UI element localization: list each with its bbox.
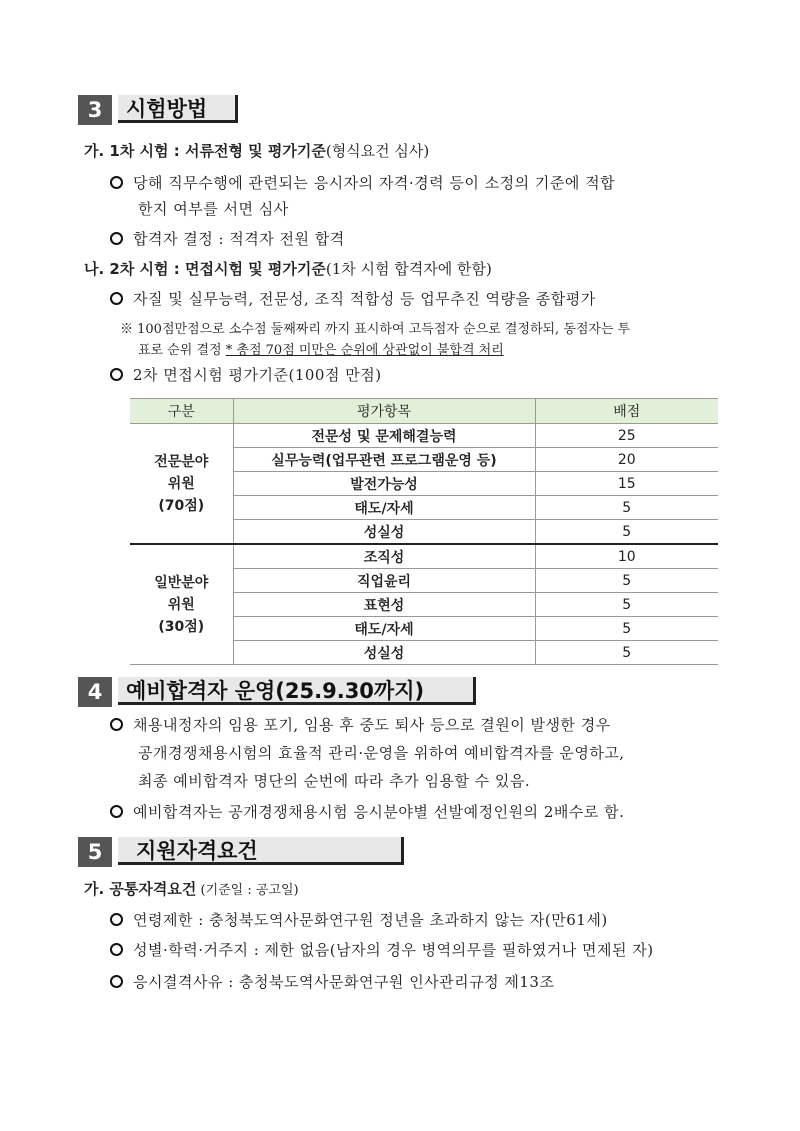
item-cell: 태도/자세 xyxy=(233,496,535,520)
score-cell: 5 xyxy=(535,569,718,593)
group-cell xyxy=(130,424,233,545)
header-item: 평가항목 xyxy=(233,399,535,424)
group-name: 일반분야 xyxy=(154,574,209,591)
group-name: 위원 xyxy=(167,475,195,492)
score-cell: 5 xyxy=(535,496,718,520)
circle-bullet-icon xyxy=(110,292,123,305)
bullet-item xyxy=(110,714,611,735)
circle-bullet-icon xyxy=(110,718,123,731)
bullet-item xyxy=(110,288,596,309)
circle-bullet-icon xyxy=(110,913,123,926)
section-title: 예비합격자 운영(25.9.30까지) xyxy=(118,677,476,705)
section-number: 4 xyxy=(78,677,112,707)
bullet-text: 예비합격자는 공개경쟁채용시험 응시분야별 선발예정인원의 2배수로 함. xyxy=(133,803,625,821)
group-name: 전문분야 xyxy=(154,453,209,470)
score-cell: 5 xyxy=(535,520,718,545)
bullet-text: 자질 및 실무능력, 전문성, 조직 적합성 등 업무추진 역량을 종합평가 xyxy=(133,290,596,308)
section-number: 5 xyxy=(78,837,112,867)
note-text: 표로 순위 결정 xyxy=(138,343,222,358)
note-line: ※ 100점만점으로 소수점 둘째짜리 까지 표시하여 고득점자 순으로 결정하되, 동점자는 투 xyxy=(120,322,631,337)
section-title: 시험방법 xyxy=(118,95,238,123)
score-cell: 5 xyxy=(535,617,718,641)
subsection-label: 나. 2차 시험 : 면접시험 및 평가기준 xyxy=(84,260,326,278)
circle-bullet-icon xyxy=(110,943,123,956)
bullet-item xyxy=(110,971,554,992)
item-cell: 조직성 xyxy=(233,544,535,569)
note-underlined-text: * 총점 70점 미만은 순위에 상관없이 불합격 처리 xyxy=(225,343,504,358)
bullet-item xyxy=(110,801,624,822)
bullet-continuation: 최종 예비합격자 명단의 순번에 따라 추가 임용할 수 있음. xyxy=(138,772,531,790)
item-cell: 성실성 xyxy=(233,641,535,665)
score-cell: 20 xyxy=(535,448,718,472)
circle-bullet-icon xyxy=(110,176,123,189)
item-cell: 태도/자세 xyxy=(233,617,535,641)
score-cell: 5 xyxy=(535,641,718,665)
circle-bullet-icon xyxy=(110,805,123,818)
header-category: 구분 xyxy=(130,399,233,424)
subsection-suffix: (형식요건 심사) xyxy=(325,142,430,160)
item-cell: 실무능력(업무관련 프로그램운영 등) xyxy=(233,448,535,472)
group-points: (70점) xyxy=(158,497,205,514)
score-cell: 15 xyxy=(535,472,718,496)
item-cell: 발전가능성 xyxy=(233,472,535,496)
table-row xyxy=(130,544,718,569)
group-points: (30점) xyxy=(158,618,205,635)
note-line xyxy=(138,339,504,358)
bullet-text: 당해 직무수행에 관련되는 응시자의 자격·경력 등이 소정의 기준에 적합 xyxy=(133,174,616,192)
section-title: 지원자격요건 xyxy=(118,837,404,865)
subsection-label: 가. 공통자격요건 xyxy=(84,880,197,898)
subsection-suffix: (기준일 : 공고일) xyxy=(196,883,299,898)
score-cell: 10 xyxy=(535,544,718,569)
bullet-item xyxy=(110,909,608,930)
item-cell: 성실성 xyxy=(233,520,535,545)
bullet-text: 합격자 결정 : 적격자 전원 합격 xyxy=(133,230,345,248)
item-cell: 직업윤리 xyxy=(233,569,535,593)
bullet-item xyxy=(110,364,382,385)
bullet-text: 2차 면접시험 평가기준(100점 만점) xyxy=(133,366,382,384)
bullet-text: 성별·학력·거주지 : 제한 없음(남자의 경우 병역의무를 필하였거나 면제된 자) xyxy=(133,941,654,959)
score-cell: 5 xyxy=(535,593,718,617)
score-cell: 25 xyxy=(535,424,718,448)
bullet-continuation: 공개경쟁채용시험의 효율적 관리·운영을 위하여 예비합격자를 운영하고, xyxy=(138,744,625,762)
circle-bullet-icon xyxy=(110,368,123,381)
bullet-continuation: 한지 여부를 서면 심사 xyxy=(138,200,289,218)
subsection-suffix: (1차 시험 합격자에 한함) xyxy=(325,260,492,278)
group-name: 위원 xyxy=(167,596,195,613)
bullet-text: 응시결격사유 : 충청북도역사문화연구원 인사관리규정 제13조 xyxy=(133,973,555,991)
section-number: 3 xyxy=(78,95,112,125)
subsection-heading xyxy=(84,878,299,899)
circle-bullet-icon xyxy=(110,232,123,245)
item-cell: 전문성 및 문제해결능력 xyxy=(233,424,535,448)
bullet-text: 채용내정자의 임용 포기, 임용 후 중도 퇴사 등으로 결원이 발생한 경우 xyxy=(133,716,611,734)
table-row xyxy=(130,424,718,448)
bullet-item xyxy=(110,939,654,960)
item-cell: 표현성 xyxy=(233,593,535,617)
header-score: 배점 xyxy=(535,399,718,424)
circle-bullet-icon xyxy=(110,975,123,988)
group-cell xyxy=(130,544,233,665)
table-header-row xyxy=(130,399,718,424)
bullet-text: 연령제한 : 충청북도역사문화연구원 정년을 초과하지 않는 자(만61세) xyxy=(133,911,608,929)
bullet-item xyxy=(110,228,345,249)
subsection-heading xyxy=(84,258,492,279)
subsection-heading xyxy=(84,140,429,161)
bullet-item xyxy=(110,172,615,193)
evaluation-table xyxy=(130,398,718,665)
subsection-label: 가. 1차 시험 : 서류전형 및 평가기준 xyxy=(84,142,326,160)
